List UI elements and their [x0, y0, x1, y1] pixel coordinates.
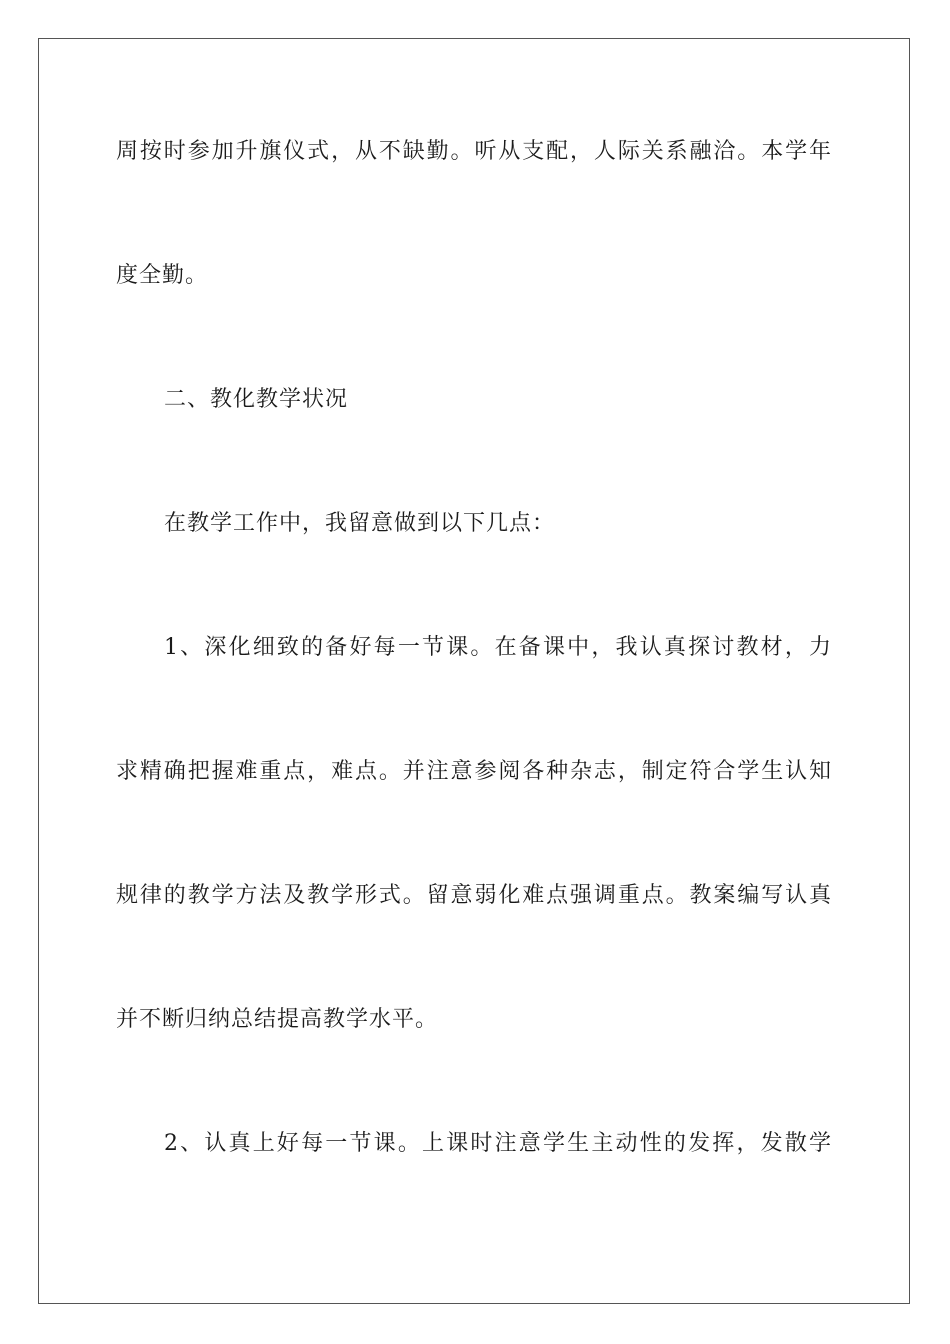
paragraph-line-5: 1、深化细致的备好每一节课。在备课中，我认真探讨教材，力 — [164, 635, 832, 660]
paragraph-line-7: 规律的教学方法及教学形式。留意弱化难点强调重点。教案编写认真 — [116, 883, 832, 908]
paragraph-line-6: 求精确把握难重点，难点。并注意参阅各种杂志，制定符合学生认知 — [116, 759, 832, 784]
section-heading: 二、教化教学状况 — [164, 387, 349, 412]
paragraph-line-4: 在教学工作中，我留意做到以下几点： — [164, 511, 556, 536]
paragraph-line-2: 度全勤。 — [116, 263, 209, 288]
paragraph-line-1: 周按时参加升旗仪式，从不缺勤。听从支配，人际关系融洽。本学年 — [116, 139, 832, 164]
paragraph-line-8: 并不断归纳总结提高教学水平。 — [116, 1007, 439, 1032]
page-border — [38, 38, 910, 1304]
paragraph-line-9: 2、认真上好每一节课。上课时注意学生主动性的发挥，发散学 — [164, 1131, 832, 1156]
